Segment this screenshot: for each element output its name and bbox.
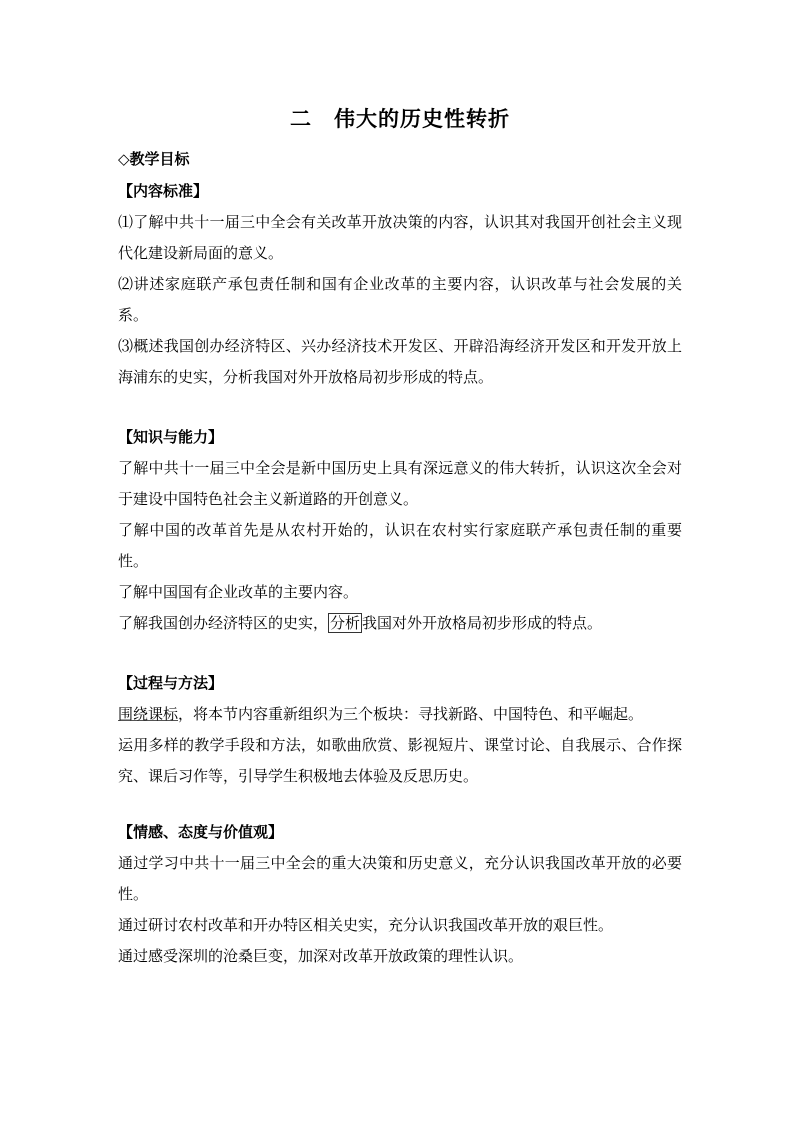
knowledge-item-text: 我国对外开放格局初步形成的特点。 [362,614,603,632]
emotion-item: 通过研讨农村改革和开办特区相关史实，充分认识我国改革开放的艰巨性。 [118,916,614,934]
objectives-heading: ◇教学目标 [118,150,190,168]
content-standard-heading: 【内容标准】 [118,182,209,200]
knowledge-item: 了解中国的改革首先是从农村开始的，认识在农村实行家庭联产承包责任制的重要性。 [118,521,682,570]
underlined-keyword: 围绕课标 [118,705,179,723]
emotion-heading: 【情感、态度与价值观】 [118,823,284,841]
knowledge-item: 了解中共十一届三中全会是新中国历史上具有深远意义的伟大转折，认识这次全会对于建设中国特色社会主义新道路的开创意义。 [118,459,682,508]
process-item-text: ，将本节内容重新组织为三个板块：寻找新路、中国特色、和平崛起。 [178,705,644,723]
page-title: 二 伟大的历史性转折 [290,106,510,131]
knowledge-item [118,608,682,639]
boxed-keyword: 分析 [330,614,361,632]
emotion-item: 通过学习中共十一届三中全会的重大决策和历史意义，充分认识我国改革开放的必要性。 [118,854,682,903]
content-standard-item: ⑶概述我国创办经济特区、兴办经济技术开发区、开辟沿海经济开发区和开发开放上海浦东的史实，分析我国对外开放格局初步形成的特点。 [118,337,682,386]
knowledge-item: 了解中国国有企业改革的主要内容。 [118,583,359,601]
process-item: 运用多样的教学手段和方法，如歌曲欣赏、影视短片、课堂讨论、自我展示、合作探究、课后习作等，引导学生积极地去体验及反思历史。 [118,736,682,785]
knowledge-item-text: 了解我国创办经济特区的史实， [118,614,329,632]
process-item [118,699,682,730]
content-standard-item: ⑴了解中共十一届三中全会有关改革开放决策的内容，认识其对我国开创社会主义现代化建设新局面的意义。 [118,213,682,262]
process-heading: 【过程与方法】 [118,674,224,692]
emotion-item: 通过感受深圳的沧桑巨变，加深对改革开放政策的理性认识。 [118,947,524,965]
document-page [118,100,682,972]
knowledge-heading: 【知识与能力】 [118,428,224,446]
content-standard-item: ⑵讲述家庭联产承包责任制和国有企业改革的主要内容，认识改革与社会发展的关系。 [118,275,682,324]
